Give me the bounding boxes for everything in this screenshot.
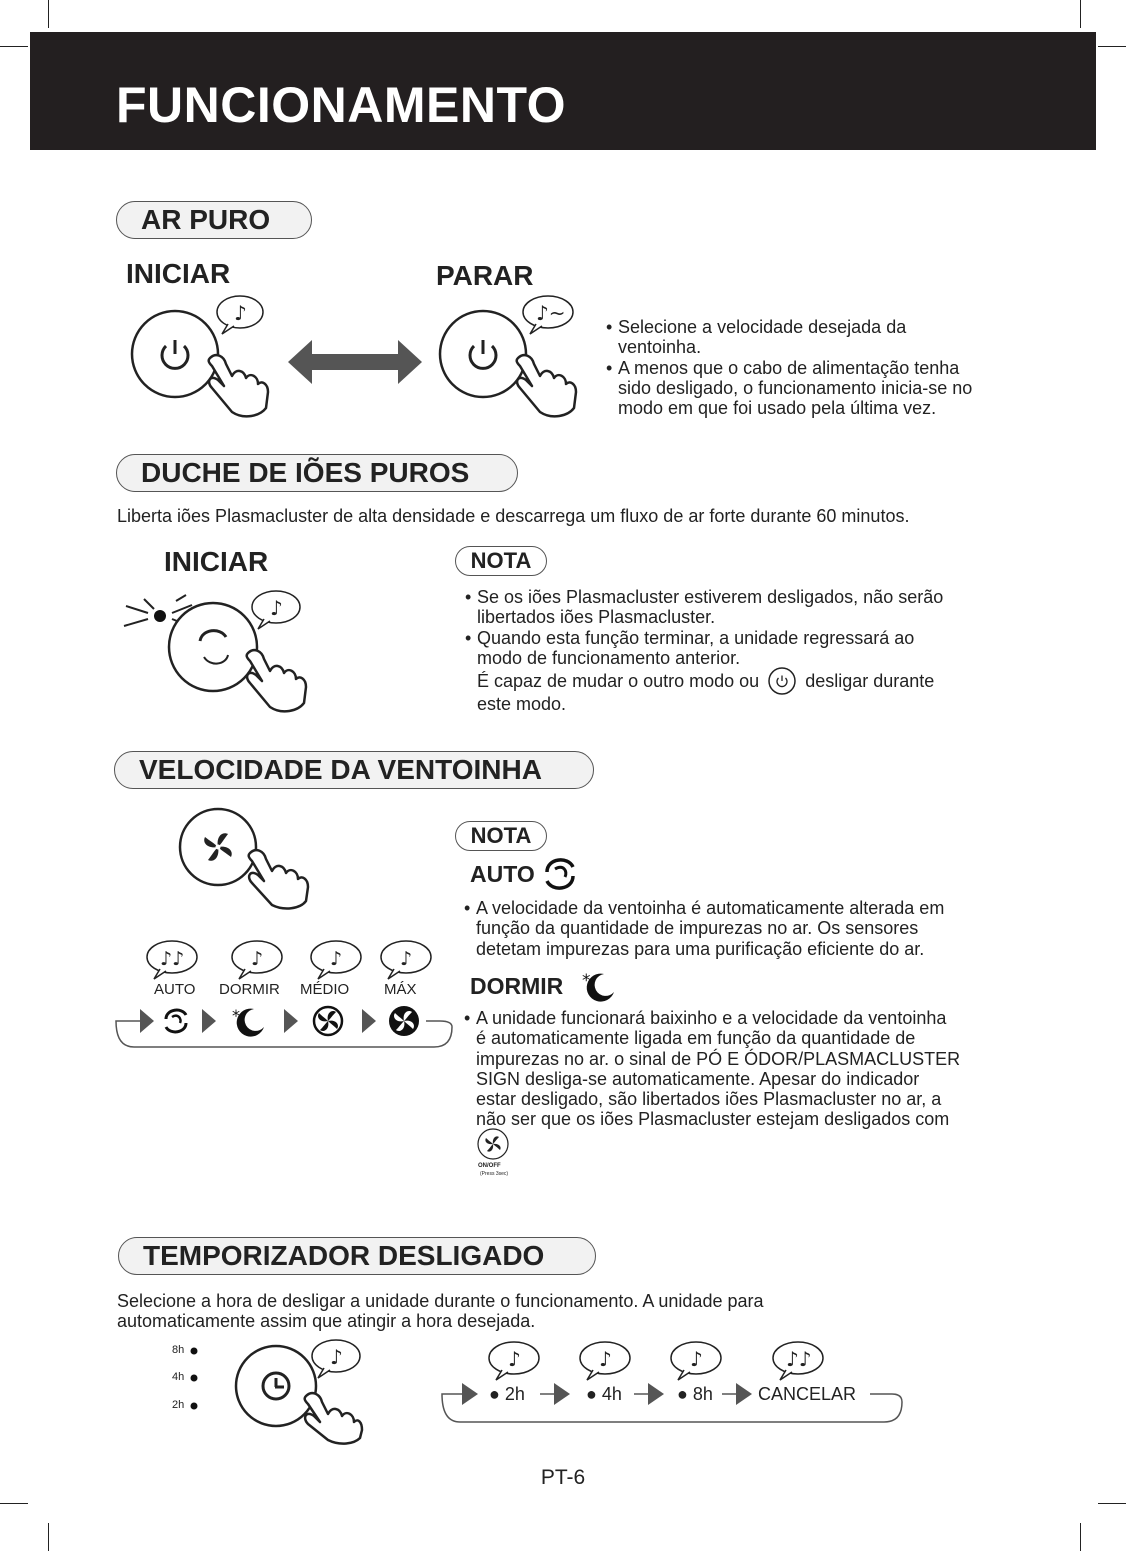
list-item bbox=[606, 358, 1026, 419]
arrow-icon bbox=[736, 1383, 752, 1405]
power-button-icon bbox=[767, 668, 797, 694]
svg-text:♪: ♪ bbox=[330, 948, 343, 970]
list-item bbox=[606, 317, 1026, 358]
hand-pointer-icon bbox=[305, 1393, 362, 1444]
sound-bubble-icon bbox=[381, 941, 431, 979]
note-line: • A menos que o cabo de alimentação tenha bbox=[618, 357, 960, 378]
note-line: SIGN desliga-se automaticamente. Apesar do indicador bbox=[476, 1068, 920, 1089]
svg-text:♪: ♪ bbox=[690, 1347, 703, 1371]
sound-bubble-icon bbox=[489, 1342, 539, 1380]
sound-bubble-icon bbox=[217, 296, 263, 334]
mode-label-dormir: DORMIR bbox=[219, 981, 280, 998]
note-line: modo de funcionamento anterior. bbox=[477, 647, 741, 668]
note-text: É capaz de mudar o outro modo ou bbox=[477, 671, 760, 692]
note-line: este modo. bbox=[477, 694, 567, 715]
note-badge: NOTA bbox=[455, 821, 547, 851]
sound-bubble-icon bbox=[312, 1340, 360, 1378]
mode-label-max: MÁX bbox=[384, 981, 417, 998]
svg-text:♪: ♪ bbox=[270, 596, 283, 620]
note-line: estar desligado, são libertados iões Plasmacluster no ar, a bbox=[476, 1089, 942, 1110]
crop-mark bbox=[0, 46, 28, 47]
auto-notes bbox=[464, 898, 1024, 959]
arrow-icon bbox=[362, 1009, 376, 1033]
note-line: função da quantidade de impurezas no ar. Os sensores bbox=[476, 918, 919, 939]
svg-text:*: * bbox=[232, 1006, 240, 1025]
page-number: PT-6 bbox=[540, 1466, 586, 1489]
note-line: não ser que os iões Plasmacluster estejam desligados com bbox=[476, 1109, 950, 1130]
ion-shower-button-circle bbox=[169, 603, 257, 691]
timer-step-cancel: CANCELAR bbox=[758, 1384, 857, 1404]
fan-onoff-button-icon bbox=[476, 1128, 516, 1164]
duche-description: Liberta iões Plasmacluster de alta densidade e descarrega um fluxo de ar forte durante 60 minutos. bbox=[117, 506, 910, 526]
crop-mark bbox=[1098, 46, 1126, 47]
sleep-heading: DORMIR bbox=[470, 973, 564, 999]
ar-puro-notes bbox=[606, 317, 1026, 418]
hand-pointer-icon bbox=[247, 650, 306, 711]
svg-text:*: * bbox=[582, 971, 591, 991]
note-line: • A velocidade da ventoinha é automaticamente alterada em bbox=[476, 898, 945, 918]
timer-indicator-label: 4h bbox=[172, 1371, 185, 1383]
sound-bubble-icon bbox=[147, 941, 197, 979]
mode-sound-bubbles bbox=[140, 937, 440, 985]
note-line: • Selecione a velocidade desejada da bbox=[618, 317, 907, 337]
page-title: FUNCIONAMENTO bbox=[116, 77, 567, 133]
section-title-duche: DUCHE DE IÕES PUROS bbox=[116, 454, 518, 492]
sound-bubble-icon bbox=[523, 296, 573, 334]
svg-text:♪: ♪ bbox=[599, 1347, 612, 1371]
mode-label-auto: AUTO bbox=[154, 981, 196, 998]
fan-mode-cycle bbox=[114, 1005, 454, 1049]
hand-pointer-icon bbox=[249, 850, 308, 908]
sleep-mode-icon bbox=[232, 1006, 264, 1037]
note-line: é automaticamente ligada em função da quantidade de bbox=[476, 1028, 916, 1049]
note-text: desligar durante bbox=[805, 671, 935, 692]
svg-text:♪♪: ♪♪ bbox=[786, 1347, 812, 1371]
list-item bbox=[464, 1008, 1024, 1130]
mode-label-medio: MÉDIO bbox=[300, 981, 350, 998]
auto-heading: AUTO bbox=[470, 861, 535, 887]
sound-bubble-icon bbox=[773, 1342, 823, 1380]
hand-pointer-icon bbox=[517, 355, 576, 416]
power-button-start-illustration bbox=[120, 290, 280, 420]
duche-notes bbox=[465, 587, 1025, 714]
note-line: ventoinha. bbox=[618, 337, 702, 358]
svg-text:♪: ♪ bbox=[330, 1345, 343, 1369]
list-item bbox=[465, 628, 1025, 715]
timer-step-8h: ● 8h bbox=[677, 1384, 713, 1404]
list-item bbox=[464, 898, 1024, 959]
arrow-icon bbox=[202, 1009, 216, 1033]
timer-cycle bbox=[440, 1340, 910, 1424]
svg-text:♪: ♪ bbox=[400, 948, 413, 970]
auto-mode-icon bbox=[540, 856, 580, 892]
svg-text:♪~: ♪~ bbox=[536, 301, 566, 325]
timer-indicator-lights bbox=[188, 1345, 200, 1415]
ion-shower-button-illustration bbox=[118, 585, 318, 715]
note-line: • A unidade funcionará baixinho e a velocidade da ventoinha bbox=[476, 1008, 947, 1028]
note-line: • Quando esta função terminar, a unidade regressará ao bbox=[477, 627, 915, 648]
note-badge: NOTA bbox=[455, 546, 547, 576]
sound-bubble-icon bbox=[580, 1342, 630, 1380]
arrow-icon bbox=[648, 1383, 664, 1405]
crop-mark bbox=[48, 1523, 49, 1551]
arrow-icon bbox=[140, 1009, 154, 1033]
crop-mark bbox=[0, 1503, 28, 1504]
timer-description-line: automaticamente assim que atingir a hora desejada. bbox=[117, 1311, 536, 1331]
max-fan-icon bbox=[389, 1006, 419, 1036]
power-button-stop-illustration bbox=[430, 290, 590, 420]
start-label: INICIAR bbox=[126, 258, 231, 289]
medium-fan-icon bbox=[314, 1007, 342, 1035]
arrow-icon bbox=[462, 1383, 478, 1405]
auto-mode-icon bbox=[166, 1010, 186, 1032]
timer-description-line: Selecione a hora de desligar a unidade durante o funcionamento. A unidade para bbox=[117, 1291, 764, 1311]
double-arrow bbox=[288, 340, 422, 386]
fan-speed-button-illustration bbox=[178, 805, 318, 905]
timer-step-2h: ● 2h bbox=[489, 1384, 525, 1404]
press-label: (Press 3sec) bbox=[480, 1171, 509, 1177]
timer-indicator-label: 8h bbox=[172, 1344, 185, 1356]
note-line bbox=[477, 668, 1025, 694]
crop-mark bbox=[1098, 1503, 1126, 1504]
header-bar bbox=[30, 32, 1096, 150]
note-line: modo em que foi usado pela última vez. bbox=[618, 398, 937, 419]
svg-text:♪♪: ♪♪ bbox=[160, 948, 185, 970]
list-item bbox=[465, 587, 1025, 628]
timer-button-illustration bbox=[232, 1338, 372, 1446]
note-line: sido desligado, o funcionamento inicia-se no bbox=[618, 377, 973, 398]
section-title-ar-puro: AR PURO bbox=[116, 201, 312, 239]
note-line: libertados iões Plasmacluster. bbox=[477, 607, 716, 628]
note-line: • Se os iões Plasmacluster estiverem desligados, não serão bbox=[477, 587, 944, 607]
sound-bubble-icon bbox=[232, 941, 282, 979]
note-line: detetam impurezas para uma purificação eficiente do ar. bbox=[476, 938, 925, 959]
sleep-mode-icon bbox=[578, 966, 618, 1006]
crop-mark bbox=[1080, 0, 1081, 28]
section-title-temporizador: TEMPORIZADOR DESLIGADO bbox=[118, 1237, 596, 1275]
timer-indicator-label: 2h bbox=[172, 1399, 185, 1411]
svg-text:♪: ♪ bbox=[234, 301, 247, 325]
hand-pointer-icon bbox=[209, 355, 268, 416]
svg-text:♪: ♪ bbox=[251, 948, 264, 970]
arrow-icon bbox=[284, 1009, 298, 1033]
crop-mark bbox=[48, 0, 49, 28]
sound-bubble-icon bbox=[671, 1342, 721, 1380]
sound-bubble-icon bbox=[311, 941, 361, 979]
note-line: impurezas no ar. o sinal de PÓ E ÓDOR/PLASMACLUSTER bbox=[476, 1048, 961, 1069]
crop-mark bbox=[1080, 1523, 1081, 1551]
sound-bubble-icon bbox=[252, 591, 300, 629]
start-label: INICIAR bbox=[164, 546, 269, 577]
onoff-label: ON/OFF bbox=[478, 1163, 501, 1169]
section-title-ventoinha: VELOCIDADE DA VENTOINHA bbox=[114, 751, 594, 789]
sleep-notes bbox=[464, 1008, 1024, 1130]
arrow-icon bbox=[554, 1383, 570, 1405]
timer-step-4h: ● 4h bbox=[586, 1384, 622, 1404]
svg-text:♪: ♪ bbox=[508, 1347, 521, 1371]
stop-label: PARAR bbox=[436, 260, 534, 291]
